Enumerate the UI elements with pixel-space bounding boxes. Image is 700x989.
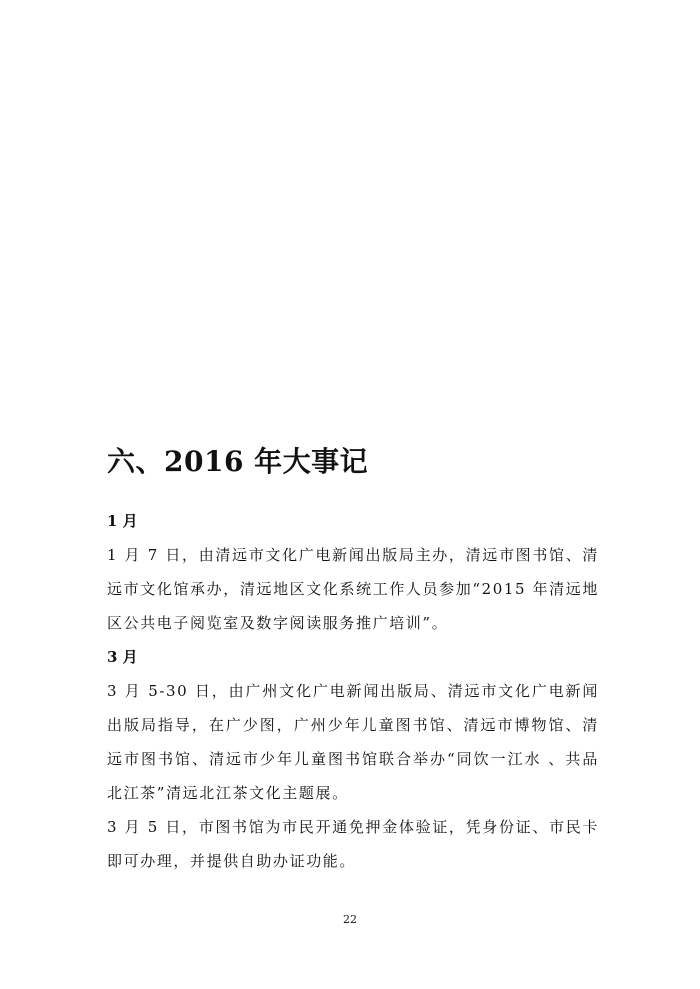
section-title: 六、2016 年大事记 [107, 445, 369, 478]
month-heading-january: 1 月 [107, 512, 138, 530]
event-paragraph: 3 月 5 日，市图书馆为市民开通免押金体验证，凭身份证、市民卡即可办理，并提供自助办证功能。 [107, 818, 599, 870]
month-heading-march: 3 月 [107, 648, 138, 666]
event-paragraph: 1 月 7 日，由清远市文化广电新闻出版局主办，清远市图书馆、清远市文化馆承办，清远地区文化系统工作人员参加“2015 年清远地区公共电子阅览室及数字阅读服务推广培训”。 [107, 546, 599, 632]
page-number: 22 [343, 913, 357, 926]
event-paragraph: 3 月 5-30 日，由广州文化广电新闻出版局、清远市文化广电新闻出版局指导，在广少图，广州少年儿童图书馆、清远市博物馆、清远市图书馆、清远市少年儿童图书馆联合举办“同饮一江水 、共品北江茶”清远北江茶文化主题展。 [107, 682, 599, 802]
chronicle-content [107, 504, 599, 878]
